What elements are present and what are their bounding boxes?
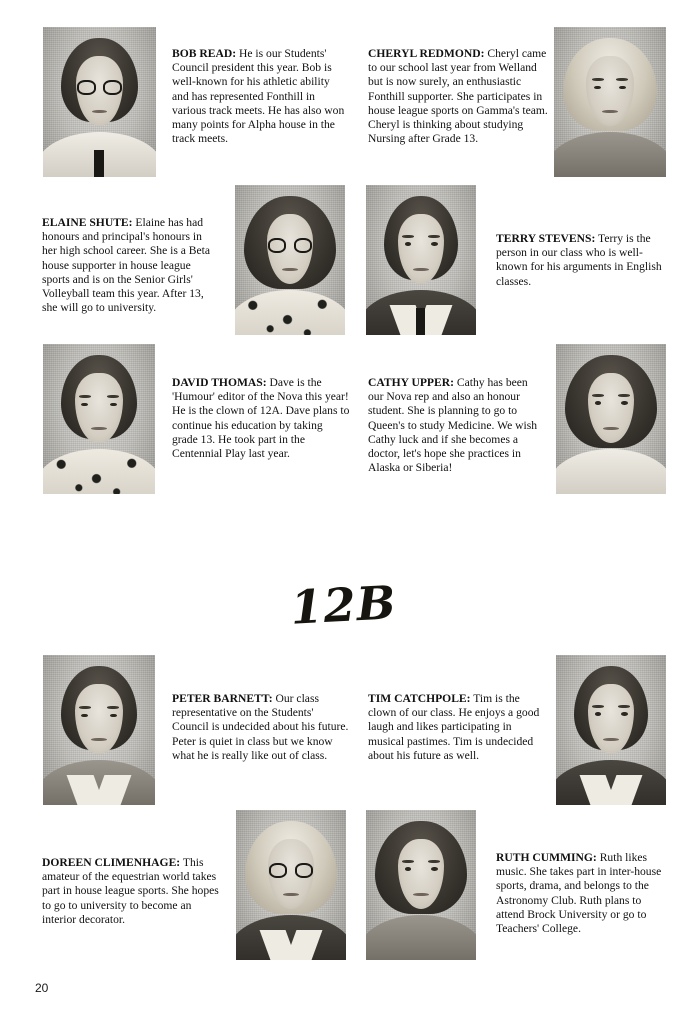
portrait-cathy-upper [556, 344, 666, 494]
portrait-elaine-shute [235, 185, 345, 335]
bio-name: TIM CATCHPOLE: [368, 692, 471, 705]
bio-elaine-shute [42, 216, 214, 315]
bio-cathy-upper [368, 376, 546, 475]
bio-name: BOB READ: [172, 47, 237, 60]
portrait-tim-catchpole [556, 655, 666, 805]
bio-text: Our class representative on the Students' Council is undecided about his future. Peter is quiet in class but we know what he is really like out of class. [172, 692, 349, 762]
portrait-david-thomas [43, 344, 155, 494]
bio-name: ELAINE SHUTE: [42, 216, 133, 229]
bio-name: PETER BARNETT: [172, 692, 273, 705]
bio-text: He is our Students' Council president this year. Bob is well-known for his athletic ability and has represented Fonthill in various track meets. He has also won many points for Alpha house in the track meets. [172, 47, 345, 146]
bio-name: TERRY STEVENS: [496, 232, 596, 245]
bio-peter-barnett [172, 692, 352, 763]
bio-text: Cathy has been our Nova rep and also an honour student. She is planning to go to Queen's to study Medicine. We wish Cathy luck and if she becomes a doctor, let's hope she practices in Alaska or Siberia! [368, 376, 538, 475]
bio-text: Tim is the clown of our class. He enjoys a good laugh and likes participating in musical pastimes. Tim is undecided about his future as well. [368, 692, 540, 762]
portrait-terry-stevens [366, 185, 476, 335]
bio-david-thomas [172, 376, 350, 461]
bio-text: This amateur of the equestrian world takes part in house league sports. She hopes to go to university to become an interior decorator. [42, 856, 219, 926]
portrait-bob-read [43, 27, 156, 177]
bio-tim-catchpole [368, 692, 546, 763]
bio-name: CATHY UPPER: [368, 376, 454, 389]
portrait-peter-barnett [43, 655, 155, 805]
bio-bob-read [172, 47, 348, 146]
bio-text: Terry is the person in our class who is well-known for his arguments in English classes. [496, 232, 662, 288]
portrait-doreen-climenhage [236, 810, 346, 960]
portrait-cheryl-redmond [554, 27, 666, 177]
bio-terry-stevens [496, 232, 664, 289]
bio-text: Cheryl came to our school last year from Welland but is now surely, an enthusiastic Fonthill supporter. She participates in house league sports on Gamma's team. Cheryl is thinking about studying Nursing after Grade 13. [368, 47, 548, 146]
bio-ruth-cumming [496, 851, 668, 936]
class-heading: 12B [289, 575, 398, 635]
bio-cheryl-redmond [368, 47, 548, 146]
bio-text: Elaine has had honours and principal's honours in her high school career. She is a Beta house supporter in house league sports and is on the Senior Girls' Volleyball team this year. After 13, she will go to university. [42, 216, 211, 315]
bio-name: DOREEN CLIMENHAGE: [42, 856, 181, 869]
page-number: 20 [35, 981, 49, 995]
bio-name: CHERYL REDMOND: [368, 47, 485, 60]
bio-text: Ruth likes music. She takes part in inter-house sports, drama, and belongs to the Astronomy Club. Ruth plans to attend Brock University or go to Teachers' College. [496, 851, 662, 936]
portrait-ruth-cumming [366, 810, 476, 960]
bio-name: RUTH CUMMING: [496, 851, 597, 864]
bio-text: Dave is the 'Humour' editor of the Nova this year! He is the clown of 12A. Dave plans to continue his education by taking grade 13. He took part in the Centennial Play last year. [172, 376, 350, 461]
bio-doreen-climenhage [42, 856, 222, 927]
bio-name: DAVID THOMAS: [172, 376, 267, 389]
